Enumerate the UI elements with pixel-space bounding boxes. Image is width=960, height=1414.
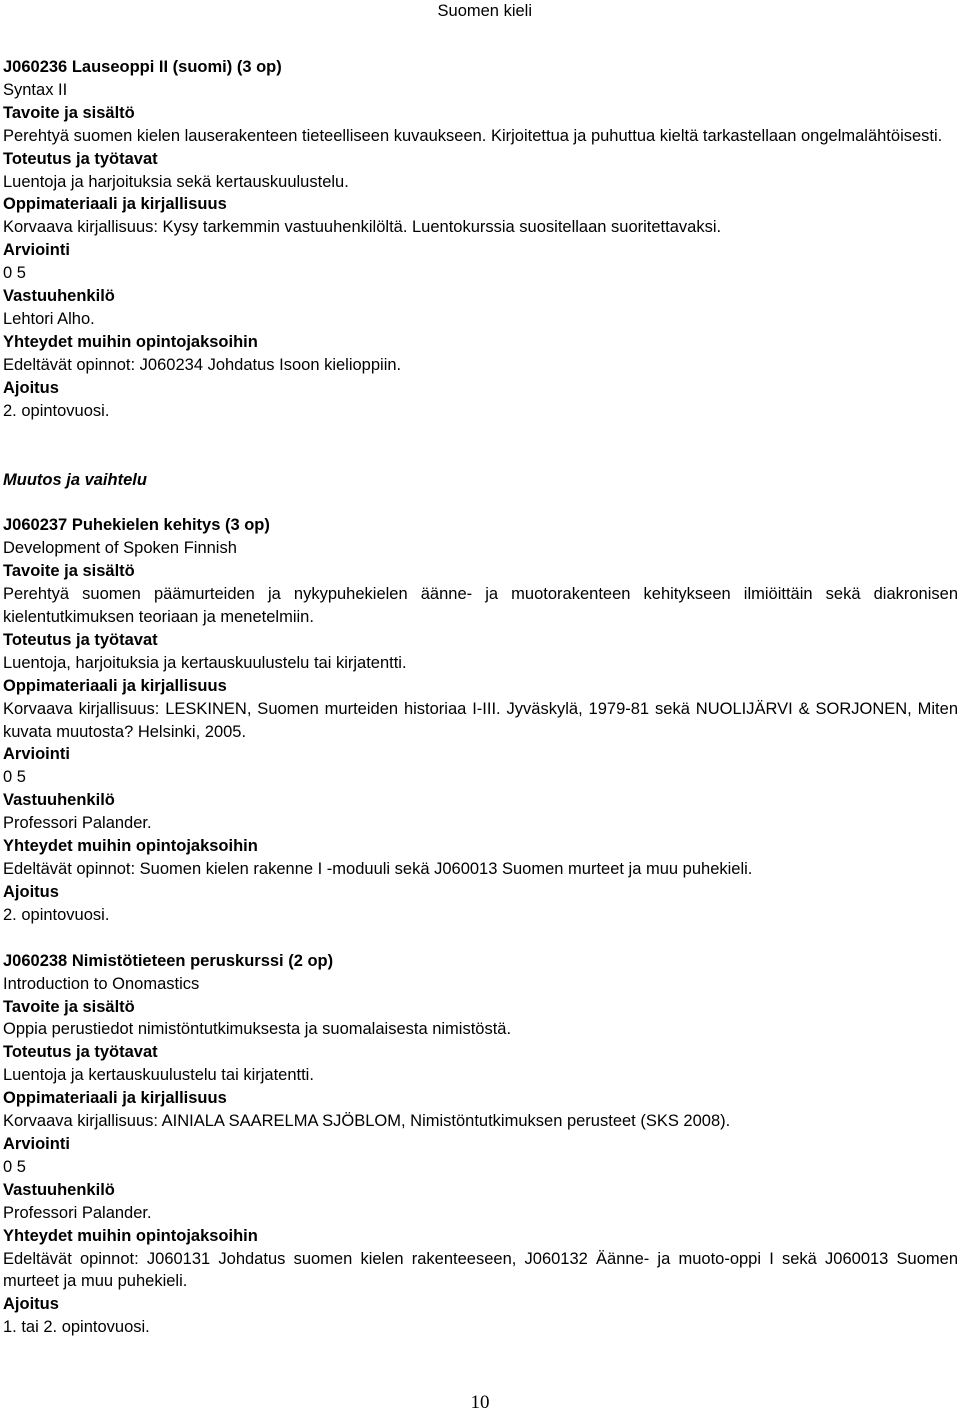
relations-label: Yhteydet muihin opintojaksoihin (3, 837, 258, 856)
section-heading: Muutos ja vaihtelu (3, 470, 147, 489)
material-label: Oppimateriaali ja kirjallisuus (3, 195, 227, 214)
material-text: Korvaava kirjallisuus: AINIALA SAARELMA SJÖBLOM, Nimistöntutkimuksen perusteet (SKS 2008). (3, 1112, 731, 1131)
course-title: J060238 Nimistötieteen peruskurssi (2 op) (3, 951, 334, 970)
course-title: J060237 Puhekielen kehitys (3 op) (3, 516, 270, 535)
course-block-j060237 (3, 514, 958, 926)
goal-label: Tavoite ja sisältö (3, 103, 135, 122)
goal-label: Tavoite ja sisältö (3, 997, 135, 1016)
method-text: Luentoja ja kertauskuulustelu tai kirjatentti. (3, 1066, 314, 1085)
course-english-title: Syntax II (3, 80, 68, 99)
course-block-j060238 (3, 950, 958, 1339)
timing-label: Ajoitus (3, 1295, 59, 1314)
method-text: Luentoja ja harjoituksia sekä kertauskuulustelu. (3, 172, 349, 191)
material-text: Korvaava kirjallisuus: LESKINEN, Suomen murteiden historiaa I-III. Jyväskylä, 1979-81 sekä NUOLIJÄRVI & SORJONEN, Miten kuvata muutosta? Helsinki, 2005. (3, 699, 958, 741)
responsible-label: Vastuuhenkilö (3, 791, 115, 810)
spacer (3, 927, 958, 950)
goal-text: Oppia perustiedot nimistöntutkimuksesta ja suomalaisesta nimistöstä. (3, 1020, 512, 1039)
responsible-text: Professori Palander. (3, 814, 152, 833)
grading-text: 0 5 (3, 264, 26, 283)
relations-text: Edeltävät opinnot: J060234 Johdatus Isoon kielioppiin. (3, 355, 402, 374)
course-english-title: Development of Spoken Finnish (3, 539, 237, 558)
method-label: Toteutus ja työtavat (3, 149, 158, 168)
material-text: Korvaava kirjallisuus: Kysy tarkemmin vastuuhenkilöltä. Luentokurssia suositellaan suoritettavaksi. (3, 218, 722, 237)
grading-text: 0 5 (3, 1157, 26, 1176)
method-label: Toteutus ja työtavat (3, 630, 158, 649)
course-block-j060236 (3, 56, 958, 423)
grading-text: 0 5 (3, 768, 26, 787)
spacer (3, 423, 958, 469)
document-body (3, 56, 958, 1339)
timing-text: 1. tai 2. opintovuosi. (3, 1318, 150, 1337)
goal-label: Tavoite ja sisältö (3, 562, 135, 581)
responsible-label: Vastuuhenkilö (3, 1180, 115, 1199)
responsible-text: Lehtori Alho. (3, 309, 95, 328)
grading-label: Arviointi (3, 241, 70, 260)
relations-label: Yhteydet muihin opintojaksoihin (3, 1226, 258, 1245)
timing-text: 2. opintovuosi. (3, 401, 110, 420)
course-title: J060236 Lauseoppi II (suomi) (3 op) (3, 58, 282, 76)
method-text: Luentoja, harjoituksia ja kertauskuulustelu tai kirjatentti. (3, 653, 407, 672)
relations-text: Edeltävät opinnot: Suomen kielen rakenne I -moduuli sekä J060013 Suomen murteet ja muu puhekieli. (3, 860, 753, 878)
timing-text: 2. opintovuosi. (3, 905, 110, 924)
page-number: 10 (470, 1392, 490, 1413)
responsible-text: Professori Palander. (3, 1203, 152, 1222)
spacer (3, 491, 958, 514)
page-header-subject: Suomen kieli (437, 2, 532, 20)
goal-text: Perehtyä suomen päämurteiden ja nykypuhekielen äänne- ja muotorakenteen kehitykseen ilmiöittäin sekä diakronisen kielentutkimuksen teoriaan ja menetelmiin. (3, 585, 958, 627)
method-label: Toteutus ja työtavat (3, 1043, 158, 1062)
timing-label: Ajoitus (3, 882, 59, 901)
course-english-title: Introduction to Onomastics (3, 974, 200, 993)
relations-text: Edeltävät opinnot: J060131 Johdatus suomen kielen rakenteeseen, J060132 Äänne- ja muoto-oppi I sekä J060013 Suomen murteet ja muu puhekieli. (3, 1249, 958, 1291)
responsible-label: Vastuuhenkilö (3, 287, 115, 306)
grading-label: Arviointi (3, 1134, 70, 1153)
relations-label: Yhteydet muihin opintojaksoihin (3, 332, 258, 351)
material-label: Oppimateriaali ja kirjallisuus (3, 1089, 227, 1108)
grading-label: Arviointi (3, 745, 70, 764)
timing-label: Ajoitus (3, 378, 59, 397)
goal-text: Perehtyä suomen kielen lauserakenteen tieteelliseen kuvaukseen. Kirjoitettua ja puhuttua kieltä tarkastellaan ongelmalähtöisesti. (3, 126, 943, 145)
material-label: Oppimateriaali ja kirjallisuus (3, 676, 227, 695)
